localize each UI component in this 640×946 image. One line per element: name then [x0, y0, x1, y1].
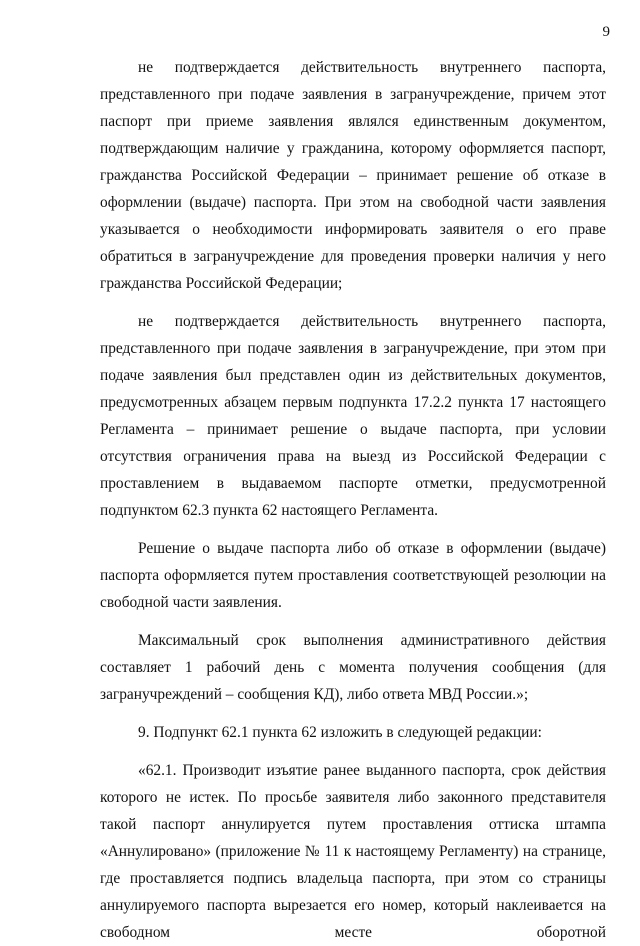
document-body: [100, 54, 606, 946]
paragraph-passport-refusal: не подтверждается действительность внутреннего паспорта, представленного при подаче заявления в загранучреждение, причем этот паспорт при приеме заявления являлся единственным документом, подтверждающим наличие у гражданина, которому оформляется паспорт, гражданства Российской Федерации – принимает решение об отказе в оформлении (выдаче) паспорта. При этом на свободной части заявления указывается о необходимости информировать заявителя о его праве обратиться в загранучреждение для проведения проверки наличия у него гражданства Российской Федерации;: [100, 59, 606, 292]
paragraph-amendment-9: 9. Подпункт 62.1 пункта 62 изложить в следующей редакции:: [138, 724, 542, 741]
paragraph-decision-resolution: Решение о выдаче паспорта либо об отказе в оформлении (выдаче) паспорта оформляется путем проставления соответствующей резолюции на свободной части заявления.: [100, 540, 606, 611]
paragraph-passport-issue: не подтверждается действительность внутреннего паспорта, представленного при подаче заявления в загранучреждение, при этом при подаче заявления был представлен один из действительных документов, предусмотренных абзацем первым подпункта 17.2.2 пункта 17 настоящего Регламента – принимает решение о выдаче паспорта, при условии отсутствия ограничения права на выезд из Российской Федерации с проставлением в выдаваемом паспорте отметки, предусмотренной подпунктом 62.3 пункта 62 настоящего Регламента.: [100, 313, 606, 519]
paragraph-62-1: «62.1. Производит изъятие ранее выданного паспорта, срок действия которого не истек. По просьбе заявителя либо законного представителя такой паспорт аннулируется путем проставления оттиска штампа «Аннулировано» (приложение № 11 к настоящему Регламенту) на странице, где проставляется подпись владельца паспорта, при этом со страницы аннулируемого паспорта вырезается его номер, который наклеивается на свободном месте оборотной: [100, 762, 606, 941]
paragraph-max-duration: Максимальный срок выполнения административного действия составляет 1 рабочий день с момента получения сообщения (для загранучреждений – сообщения КД), либо ответа МВД России.»;: [100, 632, 606, 703]
page-number: 9: [602, 24, 610, 40]
